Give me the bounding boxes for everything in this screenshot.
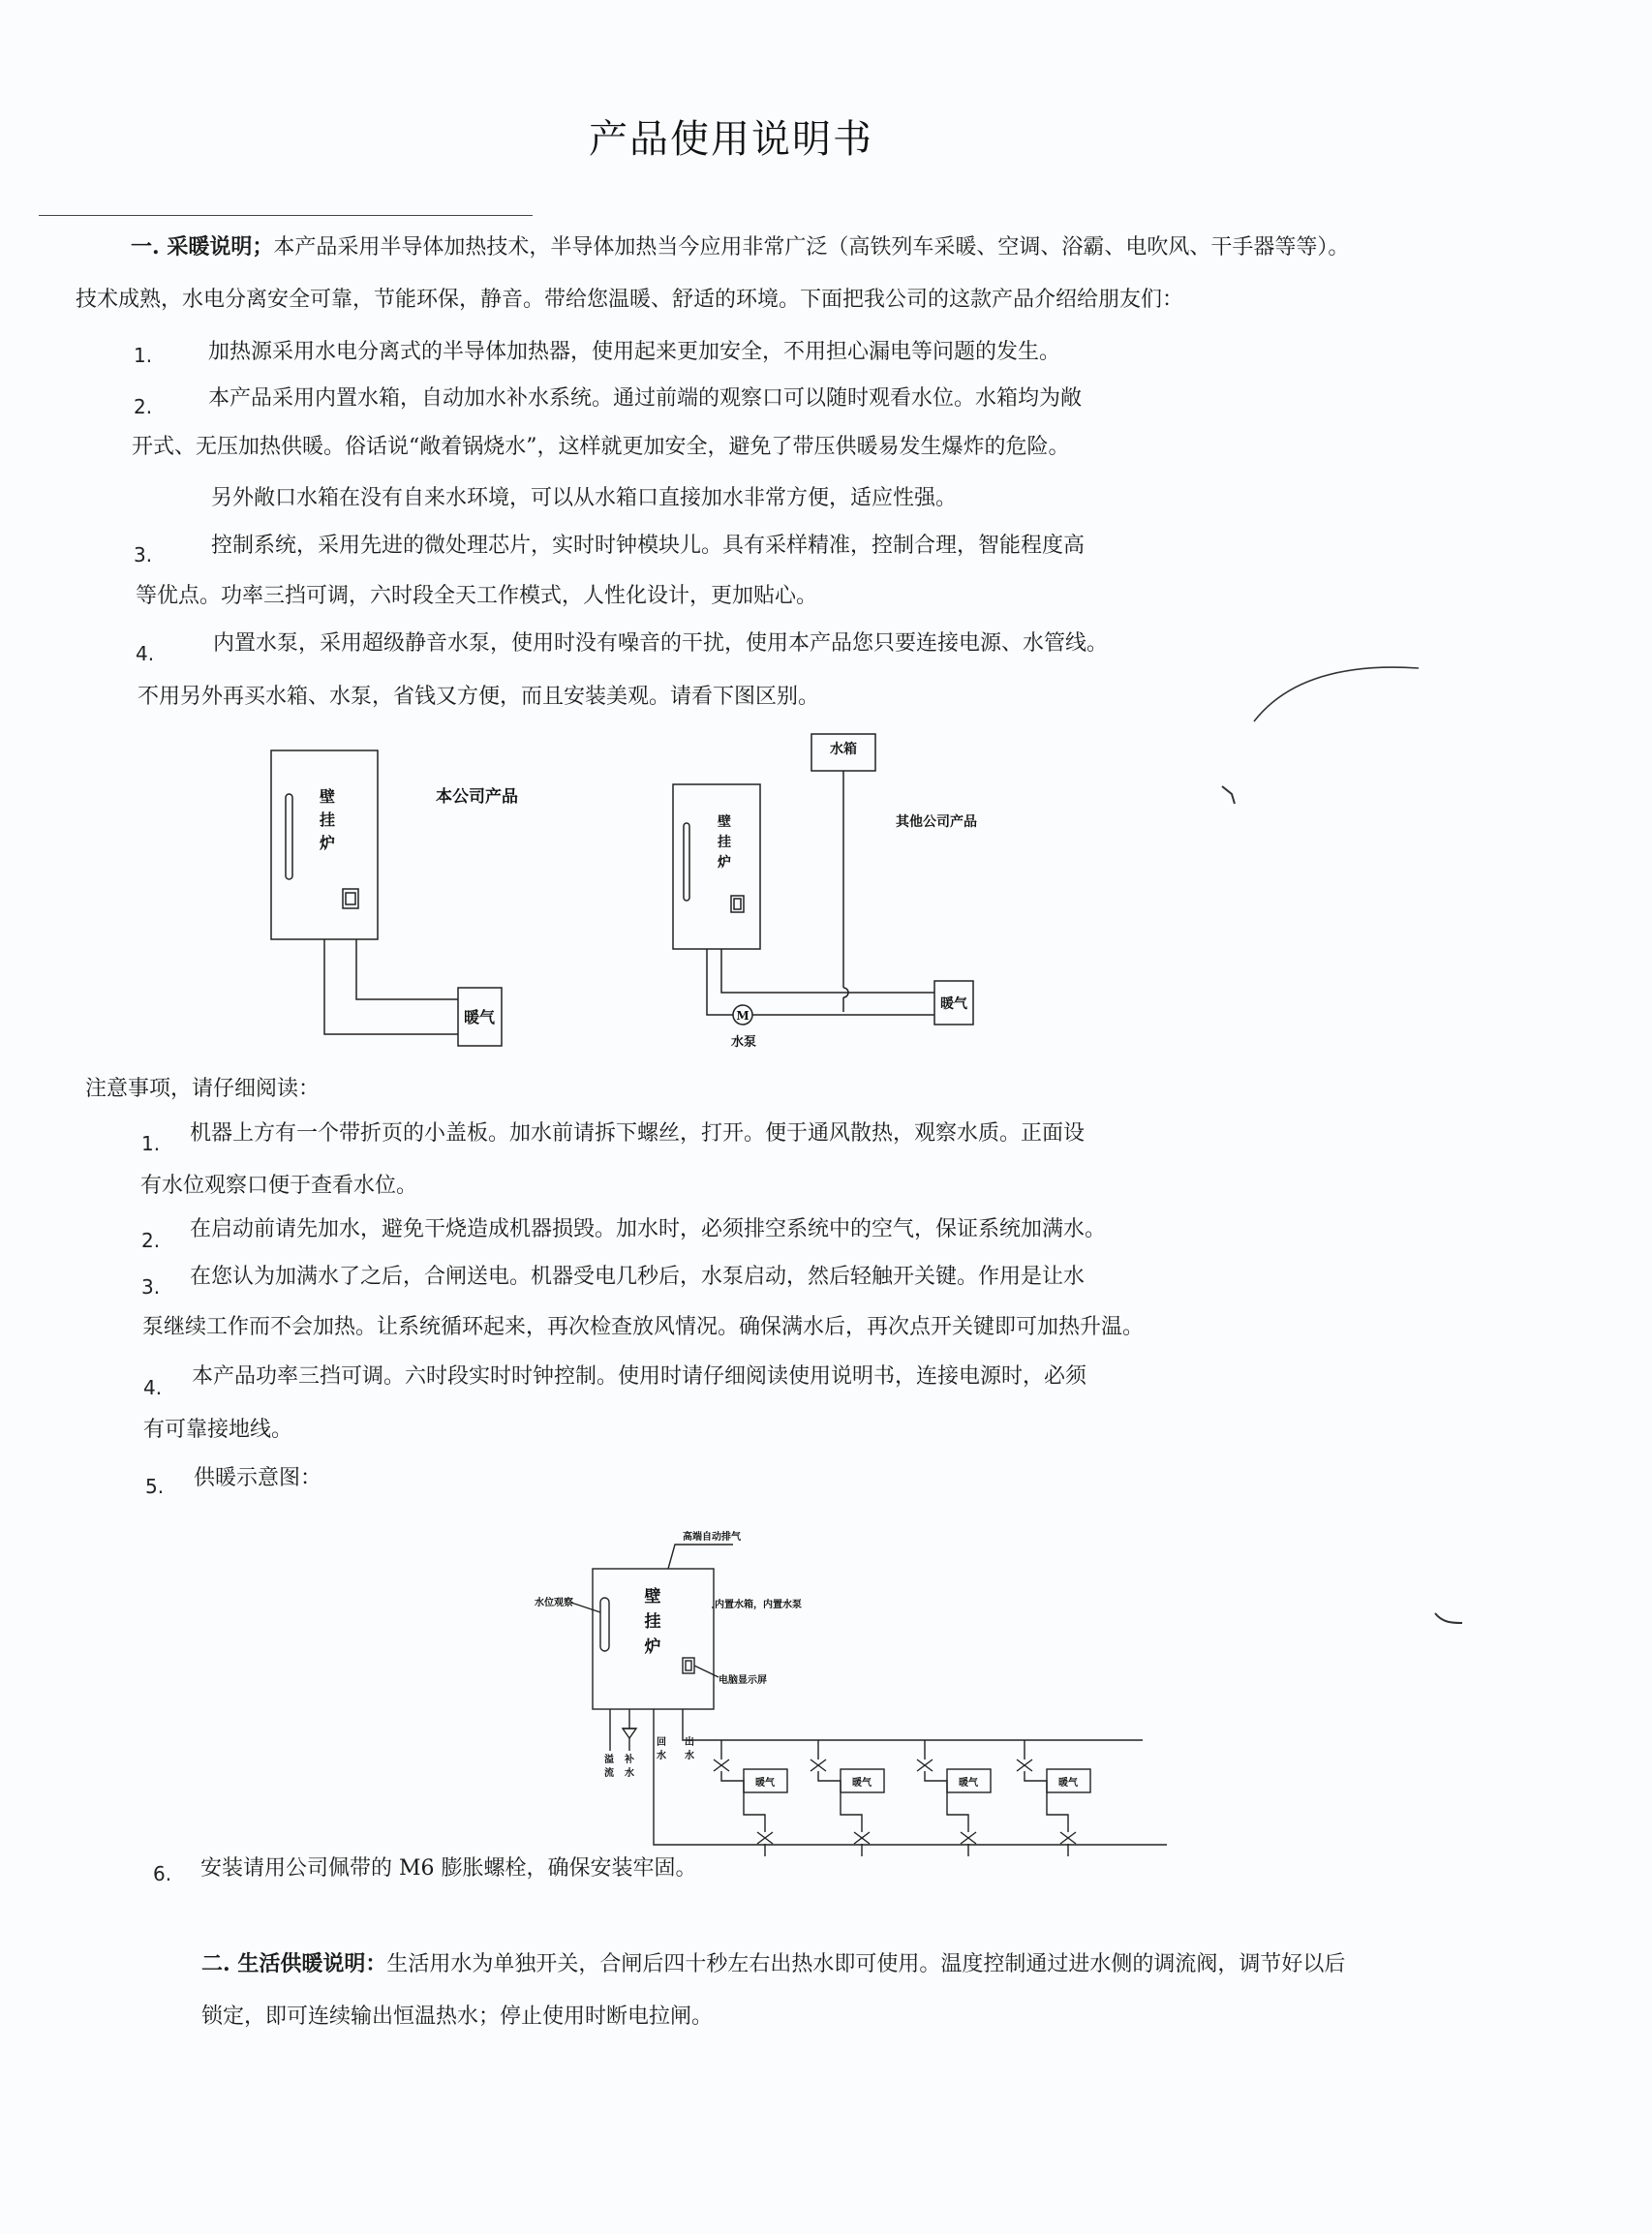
scheme-boiler-label-3: 炉 — [644, 1637, 661, 1657]
scheme-right-label: 内置水箱，内置水泵 — [715, 1600, 802, 1610]
item-4-line-2: 不用另外再买水箱、水泵，省钱又方便，而且安装美观。请看下图区别。 — [138, 685, 820, 709]
note-2-number: 2. — [141, 1229, 161, 1252]
item-4-line-1: 内置水泵，采用超级静音水泵，使用时没有噪音的干扰，使用本产品您只要连接电源、水管线。 — [213, 631, 1109, 656]
note-4-line-2: 有可靠接地线。 — [143, 1418, 293, 1442]
s2-intro-1: 生活用水为单独开关，合闸后四十秒左右出热水即可使用。温度控制通过进水侧的调流阀，调节好以后 — [386, 1952, 1346, 1976]
doc-title: 产品使用说明书 — [589, 117, 873, 162]
note-5-text: 供暖示意图： — [194, 1466, 322, 1490]
note-6-number: 6. — [153, 1862, 172, 1885]
other-pump-label: 水泵 — [730, 1035, 757, 1050]
pipe-label-1a: 补 — [625, 1755, 634, 1765]
item-4-number: 4. — [136, 642, 155, 665]
other-tank-label: 水箱 — [830, 742, 857, 757]
scheme-boiler-label-2: 挂 — [644, 1612, 661, 1632]
note-4-number: 4. — [143, 1376, 163, 1399]
note-4-line-1: 本产品功率三挡可调。六时段实时时钟控制。使用时请仔细阅读使用说明书，连接电源时，必须 — [192, 1364, 1087, 1389]
scan-mark-tick-1 — [1222, 786, 1235, 804]
scheme-left-label: 水位观察 — [535, 1598, 573, 1608]
pipe-label-1b: 水 — [625, 1768, 634, 1779]
pipe-label-3a: 出 — [685, 1737, 694, 1748]
item-3-number: 3. — [134, 543, 153, 566]
scan-mark-tick-2 — [1435, 1613, 1462, 1623]
scan-mark-arc — [1254, 667, 1419, 721]
note-1-line-1: 机器上方有一个带折页的小盖板。加水前请拆下螺丝，打开。便于通风散热，观察水质。正面设 — [190, 1121, 1086, 1146]
item-1-number: 1. — [134, 344, 153, 367]
note-5-number: 5. — [145, 1475, 165, 1498]
ours-radiator-label: 暖气 — [463, 1008, 496, 1026]
other-pump-symbol: M — [736, 1009, 750, 1023]
other-product-label: 其他公司产品 — [896, 814, 977, 830]
other-boiler-label-1: 壁 — [718, 814, 731, 830]
note-3-number: 3. — [141, 1275, 161, 1299]
scheme-display-label: 电脑显示屏 — [719, 1675, 767, 1686]
ours-boiler-label-2: 挂 — [319, 811, 336, 829]
pipe-label-3b: 水 — [685, 1751, 694, 1761]
ours-boiler-label-3: 炉 — [319, 834, 336, 852]
item-2-line-3: 另外敞口水箱在没有自来水环境，可以从水箱口直接加水非常方便，适应性强。 — [211, 486, 958, 510]
other-radiator-label: 暖气 — [940, 996, 967, 1012]
pipe-label-2b: 水 — [657, 1751, 666, 1761]
note-3-line-1: 在您认为加满水了之后，合闸送电。机器受电几秒后，水泵启动，然后轻触开关键。作用是让水 — [190, 1265, 1086, 1289]
scheme-radiator-label-1: 暖气 — [755, 1778, 775, 1789]
s1-line-2: 技术成熟，水电分离安全可靠，节能环保，静音。带给您温暖、舒适的环境。下面把我公司的这款产品介绍给朋友们： — [76, 288, 1184, 312]
scheme-top-label: 高端自动排气 — [683, 1532, 741, 1543]
other-boiler-label-3: 炉 — [718, 855, 731, 871]
scheme-radiator-label-4: 暖气 — [1058, 1778, 1078, 1789]
scheme-radiator-label-2: 暖气 — [852, 1778, 872, 1789]
notes-heading: 注意事项，请仔细阅读： — [85, 1077, 321, 1101]
item-2-line-1: 本产品采用内置水箱，自动加水补水系统。通过前端的观察口可以随时观看水位。水箱均为敞 — [208, 386, 1083, 411]
pipe-label-0b: 流 — [604, 1768, 614, 1779]
s1-intro-1: 本产品采用半导体加热技术，半导体加热当今应用非常广泛（高铁列车采暖、空调、浴霸、电吹风、干手器等等）。 — [273, 235, 1350, 260]
scheme-boiler-label-1: 壁 — [644, 1587, 661, 1607]
s2-line-2: 锁定，即可连续输出恒温热水；停止使用时断电拉闸。 — [201, 2004, 714, 2029]
pipe-label-2a: 回 — [657, 1737, 666, 1748]
pipe-label-0a: 溢 — [604, 1755, 614, 1765]
scheme-radiator-label-3: 暖气 — [959, 1778, 978, 1789]
note-1-number: 1. — [141, 1132, 161, 1155]
note-2-text: 在启动前请先加水，避免干烧造成机器损毁。加水时，必须排空系统中的空气，保证系统加满水。 — [190, 1217, 1107, 1241]
s1-heading: 一. 采暖说明； — [131, 234, 274, 260]
other-boiler-label-2: 挂 — [718, 835, 731, 850]
item-1-text: 加热源采用水电分离式的半导体加热器，使用起来更加安全，不用担心漏电等问题的发生。 — [208, 340, 1061, 364]
ours-boiler-label-1: 壁 — [319, 787, 336, 806]
item-3-line-2: 等优点。功率三挡可调，六时段全天工作模式，人性化设计，更加贴心。 — [136, 584, 818, 608]
item-2-number: 2. — [134, 395, 153, 418]
s2-heading: 二. 生活供暖说明： — [201, 1951, 387, 1976]
item-3-line-1: 控制系统，采用先进的微处理芯片，实时时钟模块儿。具有采样精准，控制合理，智能程度高 — [211, 534, 1086, 558]
ours-product-label: 本公司产品 — [436, 787, 518, 807]
note-1-line-2: 有水位观察口便于查看水位。 — [140, 1174, 418, 1198]
note-6-text: 安装请用公司佩带的 M6 膨胀螺栓，确保安装牢固。 — [200, 1856, 697, 1881]
item-2-line-2: 开式、无压加热供暖。俗话说“敞着锅烧水”，这样就更加安全，避免了带压供暖易发生爆炸的危险。 — [132, 435, 1070, 459]
note-3-line-2: 泵继续工作而不会加热。让系统循环起来，再次检查放风情况。确保满水后，再次点开关键即可加热升温。 — [142, 1315, 1145, 1339]
